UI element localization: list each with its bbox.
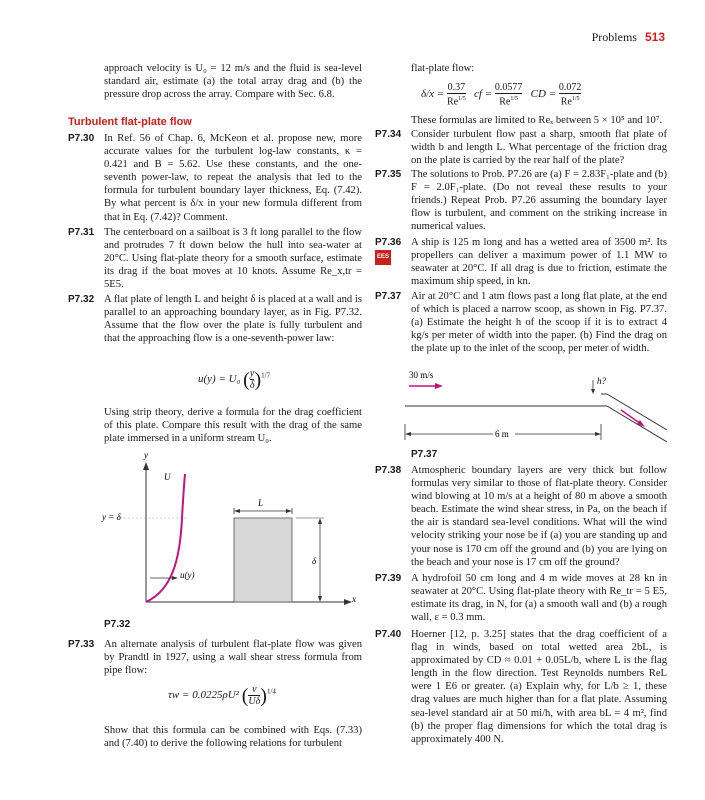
- equation-wall-shear: τw = 0.0225ρU² ( $\frac{\nu}{U\delta}$ )$^{1/4}$: [168, 684, 276, 708]
- problem-number: P7.31: [68, 227, 95, 238]
- u-arrow-head: [172, 576, 178, 580]
- delta-label: δ: [312, 556, 317, 566]
- problem-text: Atmospheric boundary layers are very thick but follow formulas very similar to those of flat-plate theory. Consider wind blowing at 10 m/s at a height of 80 m above a smooth beach. Estimate the wind shear stress, in Pa, on the beach if the air is standard sea-level conditions. What will the wind velocity striking your nose be if (a) you are standing up and your nose is 170 cm off the ground and (b) you are lying on the beach and your nose is 17 cm off the ground?: [411, 465, 667, 568]
- right-column: [375, 62, 667, 792]
- flat-plate: [234, 518, 292, 602]
- problem-text: A flat plate of length L and height δ is placed at a wall and is parallel to an approaching boundary layer, as in Fig. P7.32. Assume that the flow over the plate is fully turbulent and that the approaching flow is a one-seventh-power law:: [104, 294, 362, 345]
- problem-number: P7.32: [68, 294, 95, 305]
- intro-text: flat-plate flow:: [411, 63, 475, 74]
- page-number: 513: [644, 30, 665, 44]
- u-of-y-label: u(y): [180, 570, 195, 580]
- page-header: [592, 30, 665, 45]
- problem-text: The centerboard on a sailboat is 3 ft long parallel to the flow and protrudes 7 ft down below the hull into sea-water at 20°C. Using flat-plate theory for a smooth surface, estimate its drag if the boat moves at 10 knots. Assume Re_x,tr = 5E5.: [104, 227, 362, 291]
- problem-text: Hoerner [12, p. 3.25] states that the drag coefficient of a flag in winds, based on total wetted area 2bL, is approximated by CD ≈ 0.01 + 0.05L/b, where L is the flag length in the flow direction. Test Reynolds numbers ReL were 1 E6 or greater. (a) Explain why, for L/b ≥ 1, these drag values are much higher than for a flat plate. Assuming sea-level standard air at 50 mi/h, with area bL = 4 m², find (b) the proper flag dimensions for which the total drag is approximately 400 N.: [411, 629, 667, 745]
- problem-number: P7.33: [68, 639, 95, 650]
- U-label: U: [164, 472, 171, 482]
- x-axis-label: x: [352, 594, 356, 604]
- scoop-upper: [607, 394, 667, 430]
- problem-number: P7.35: [375, 169, 402, 180]
- flow-arrow-head: [435, 383, 443, 389]
- figure-p732: [68, 450, 362, 610]
- limits-text: These formulas are limited to Reₓ between 5 × 10⁵ and 10⁷.: [411, 115, 663, 126]
- ees-badge: EES: [375, 250, 391, 265]
- section-title: Turbulent flat-plate flow: [68, 116, 192, 128]
- problem-number: P7.34: [375, 129, 402, 140]
- problem-text: An alternate analysis of turbulent flat-plate flow was given by Prandtl in 1927, using a wall shear stress formula from pipe flow:: [104, 639, 362, 677]
- intro-text: approach velocity is U₀ = 12 m/s and the fluid is sea-level standard air, estimate (a) the total array drag and (b) the pressure drop across the array. Compare with Sec. 6.8.: [104, 63, 362, 101]
- speed-label: 30 m/s: [409, 370, 434, 380]
- problem-text: A hydrofoil 50 cm long and 4 m wide moves at 28 kn in seawater at 20°C. Using flat-plate theory with Re_tr = 5 E5, estimate its drag, in N, for (a) a smooth wall and (b) a rough wall, ε = 0.3 mm.: [411, 573, 667, 624]
- problem-number: P7.39: [375, 573, 402, 584]
- problem-number: P7.30: [68, 133, 95, 144]
- left-column: [68, 62, 362, 792]
- problem-text: Consider turbulent flow past a sharp, smooth flat plate of width b and length L. What percentage of the friction drag on the plate is carried by the rear half of the plate?: [411, 129, 667, 167]
- y-delta-label: y = δ: [102, 512, 121, 522]
- L-label: L: [258, 498, 264, 508]
- header-section: Problems: [591, 30, 637, 44]
- figure-caption-p732: P7.32: [104, 619, 131, 630]
- figure-p737: [375, 366, 667, 446]
- problem-text: A ship is 125 m long and has a wetted area of 3500 m². Its propellers can deliver a maximum power of 1.1 MW to seawater at 20°C. If all drag is due to friction, estimate the maximum ship speed, in kn.: [411, 237, 667, 288]
- problem-p732-continued: Using strip theory, derive a formula for the drag coefficient of this plate. Compare this result with the drag of the same plate immersed in a uniform stream U₀.: [104, 407, 362, 445]
- y-axis-label: y: [144, 450, 148, 460]
- equations-flat-plate: δ/x = $\frac{0.37}{Re^{1/5}}$ cf = $\frac{0.0577}{Re^{1/5}}$ CD = $\frac{0.072}{Re^{1/5}}$: [421, 82, 582, 108]
- problem-number: P7.40: [375, 629, 402, 640]
- y-axis-arrow: [143, 462, 149, 470]
- velocity-profile: [146, 474, 185, 602]
- problem-number: P7.37: [375, 291, 402, 302]
- problem-p733-continued: Show that this formula can be combined with Eqs. (7.33) and (7.40) to derive the following relations for turbulent: [104, 725, 362, 750]
- problem-number: P7.38: [375, 465, 402, 476]
- equation-power-law: u(y) = U₀ ( $\frac{y}{\delta}$ )$^{1/7}$: [198, 368, 271, 392]
- figure-caption-p737: P7.37: [411, 449, 438, 460]
- problem-text: The solutions to Prob. P7.26 are (a) F = 2.83F₁-plate and (b) F = 2.0F₁-plate. (Do not reveal these results to your friends.) Repeat Prob. P7.26 assuming the boundary layer flow is turbulent, and comment on the striking increase in numerical values.: [411, 169, 667, 233]
- length-label: 6 m: [495, 429, 509, 439]
- problem-number: P7.36: [375, 237, 402, 248]
- problem-text: In Ref. 56 of Chap. 6, McKeon et al. propose new, more accurate values for the turbulent log-law constants, κ = 0.421 and B = 5.62. Use these constants, and the one-seventh power-law, to repeat the analysis that led to the formula for turbulent boundary layer thickness, Eq. (7.42). By what percent is δ/x in your new formula different from that in Eq. (7.42)? Comment.: [104, 133, 362, 223]
- problem-text: Air at 20°C and 1 atm flows past a long flat plate, at the end of which is placed a narrow scoop, as shown in Fig. P7.37. (a) Estimate the height h of the scoop if it is to extract 4 kg/s per meter of width into the paper. (b) Find the drag on the plate up to the inlet of the scoop, per meter of width.: [411, 291, 667, 355]
- h-label: h?: [597, 376, 606, 386]
- x-axis-arrow: [344, 599, 352, 605]
